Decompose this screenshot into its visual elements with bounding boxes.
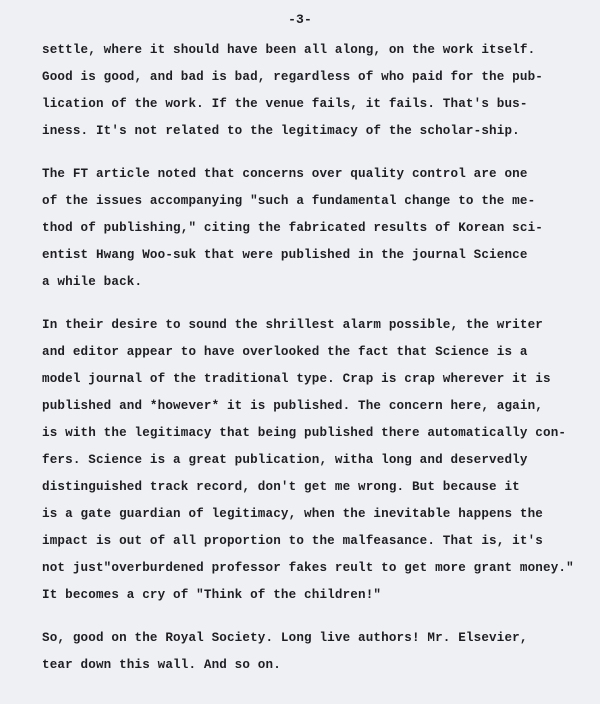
text-line: So, good on the Royal Society. Long live authors! Mr. Elsevier, — [42, 631, 528, 645]
text-line: In their desire to sound the shrillest alarm possible, the writer — [42, 318, 543, 332]
text-line: iness. It's not related to the legitimacy of the scholar-ship. — [42, 124, 520, 138]
text-line: and editor appear to have overlooked the fact that Science is a — [42, 345, 528, 359]
text-line: published and *however* it is published. The concern here, again, — [42, 399, 543, 413]
text-line: entist Hwang Woo-suk that were published in the journal Science — [42, 248, 528, 262]
text-line: It becomes a cry of "Think of the children!" — [42, 588, 382, 602]
page-number: -3- — [288, 12, 312, 27]
text-line: impact is out of all proportion to the malfeasance. That is, it's — [42, 534, 543, 548]
text-line: model journal of the traditional type. Crap is crap wherever it is — [42, 372, 551, 386]
text-line: is a gate guardian of legitimacy, when the inevitable happens the — [42, 507, 543, 521]
text-line: settle, where it should have been all along, on the work itself. — [42, 43, 536, 57]
text-line: lication of the work. If the venue fails, it fails. That's bus- — [42, 97, 528, 111]
text-line: thod of publishing," citing the fabricated results of Korean sci- — [42, 221, 543, 235]
text-line: is with the legitimacy that being published there automatically con- — [42, 426, 567, 440]
text-line: not just"overburdened professor fakes reult to get more grant money." — [42, 561, 574, 575]
text-line: of the issues accompanying "such a fundamental change to the me- — [42, 194, 536, 208]
text-line: fers. Science is a great publication, witha long and deservedly — [42, 453, 528, 467]
text-line: distinguished track record, don't get me wrong. But because it — [42, 480, 520, 494]
text-line: tear down this wall. And so on. — [42, 658, 281, 672]
text-line: Good is good, and bad is bad, regardless of who paid for the pub- — [42, 70, 543, 84]
text-line: a while back. — [42, 275, 143, 289]
text-line: The FT article noted that concerns over quality control are one — [42, 167, 528, 181]
